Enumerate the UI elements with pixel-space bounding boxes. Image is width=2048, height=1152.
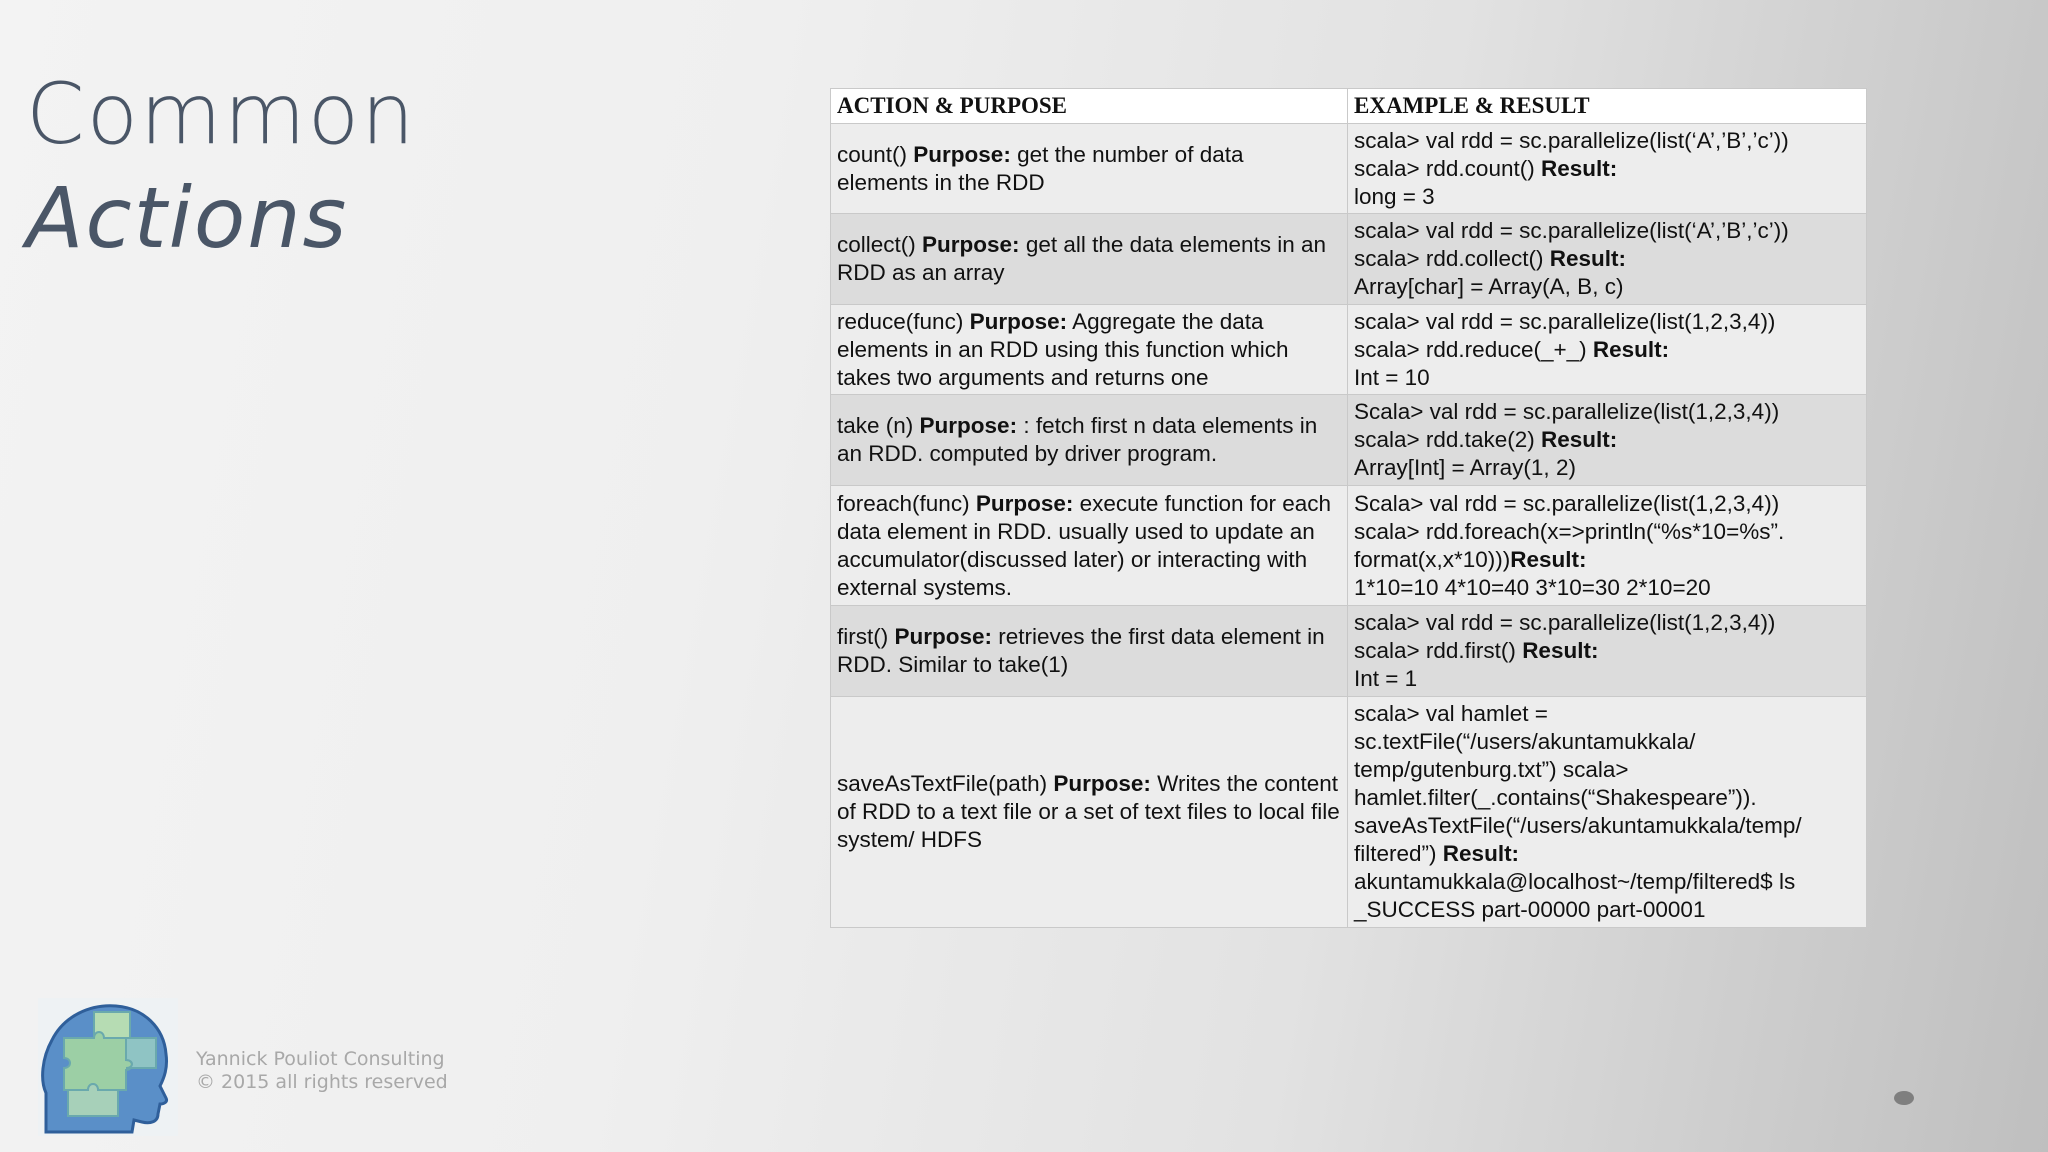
table-row bbox=[831, 305, 1867, 395]
example-line bbox=[1354, 426, 1860, 454]
table-row bbox=[831, 214, 1867, 305]
table-row bbox=[831, 606, 1867, 697]
example-line bbox=[1354, 868, 1860, 896]
purpose-label: Purpose: bbox=[975, 490, 1074, 516]
example-code: scala> val hamlet = bbox=[1354, 701, 1548, 726]
example-code: filtered”) bbox=[1354, 841, 1437, 866]
example-line bbox=[1354, 518, 1860, 546]
purpose-text: : fetch first n data elements in an RDD. computed by driver program. bbox=[837, 413, 1318, 466]
purpose-label: Purpose: bbox=[919, 413, 1018, 438]
example-line bbox=[1354, 245, 1860, 273]
example-line bbox=[1354, 364, 1860, 392]
purpose-text: get all the data elements in an RDD as an array bbox=[837, 232, 1327, 285]
table-row bbox=[831, 395, 1867, 486]
purpose-label: Purpose: bbox=[913, 141, 1011, 167]
example-code: 1*10=10 4*10=40 3*10=30 2*10=20 bbox=[1354, 574, 1711, 600]
purpose-text: get the number of data elements in the RDD bbox=[837, 141, 1244, 195]
example-code: Array[char] = Array(A, B, c) bbox=[1354, 274, 1624, 299]
action-name: first() bbox=[837, 624, 889, 649]
example-code: hamlet.filter(_.contains(“Shakespeare”)). bbox=[1354, 785, 1757, 810]
example-line bbox=[1354, 574, 1860, 602]
puzzle-head-logo-icon bbox=[38, 998, 178, 1136]
example-code: saveAsTextFile(“/users/akuntamukkala/temp/ bbox=[1354, 813, 1802, 838]
example-line bbox=[1354, 454, 1860, 482]
example-code: Scala> val rdd = sc.parallelize(list(1,2,3,4)) bbox=[1354, 399, 1780, 424]
result-label: Result: bbox=[1540, 155, 1618, 181]
example-code: Int = 1 bbox=[1354, 666, 1418, 691]
result-label: Result: bbox=[1522, 638, 1599, 663]
purpose-text: Writes the content of RDD to a text file or a set of text files to local file system/ HDFS bbox=[837, 771, 1340, 852]
action-name: take (n) bbox=[837, 413, 914, 438]
table-header-row bbox=[831, 89, 1867, 124]
title-line-2: Actions bbox=[26, 169, 349, 267]
example-result-cell bbox=[1348, 214, 1867, 305]
action-purpose-cell bbox=[831, 697, 1348, 928]
result-label: Result: bbox=[1442, 841, 1520, 866]
example-line bbox=[1354, 784, 1860, 812]
purpose-label: Purpose: bbox=[1053, 771, 1151, 796]
purpose-text: retrieves the first data element in RDD. Similar to take(1) bbox=[837, 624, 1325, 677]
example-line bbox=[1354, 273, 1860, 301]
example-line bbox=[1354, 546, 1860, 574]
example-result-cell bbox=[1348, 486, 1867, 606]
example-code: scala> val rdd = sc.parallelize(list(‘A’,’B’,’c’)) bbox=[1354, 127, 1789, 153]
title-line-1: Common bbox=[26, 65, 417, 163]
page-indicator-dot bbox=[1894, 1091, 1914, 1105]
table-body bbox=[831, 124, 1867, 928]
example-line bbox=[1354, 155, 1860, 183]
action-purpose-cell bbox=[831, 214, 1348, 305]
example-code: scala> rdd.reduce(_+_) bbox=[1354, 336, 1587, 362]
example-line bbox=[1354, 665, 1860, 693]
example-result-cell bbox=[1348, 305, 1867, 395]
result-label: Result: bbox=[1510, 546, 1587, 572]
action-name: saveAsTextFile(path) bbox=[837, 771, 1048, 796]
footer-copyright: © 2015 all rights reserved bbox=[196, 1071, 448, 1093]
action-name: count() bbox=[837, 141, 908, 167]
purpose-text: execute function for each data element in RDD. usually used to update an accumulator(discussed later) or interacting with external systems. bbox=[837, 490, 1332, 600]
example-code: akuntamukkala@localhost~/temp/filtered$ ls bbox=[1354, 869, 1796, 894]
example-result-cell bbox=[1348, 606, 1867, 697]
example-result-cell bbox=[1348, 697, 1867, 928]
example-line bbox=[1354, 896, 1860, 924]
example-code: scala> val rdd = sc.parallelize(list(1,2,3,4)) bbox=[1354, 308, 1776, 334]
example-code: sc.textFile(“/users/akuntamukkala/ bbox=[1354, 729, 1696, 754]
example-code: scala> rdd.collect() bbox=[1354, 246, 1544, 271]
action-name: collect() bbox=[837, 232, 916, 257]
example-code: Int = 10 bbox=[1354, 364, 1430, 390]
result-label: Result: bbox=[1592, 336, 1670, 362]
result-label: Result: bbox=[1540, 427, 1618, 452]
example-line bbox=[1354, 812, 1860, 840]
example-code: scala> rdd.take(2) bbox=[1354, 427, 1535, 452]
example-code: scala> rdd.foreach(x=>println(“%s*10=%s”. bbox=[1354, 518, 1785, 544]
action-purpose-cell bbox=[831, 486, 1348, 606]
example-code: temp/gutenburg.txt”) scala> bbox=[1354, 757, 1629, 782]
example-line bbox=[1354, 756, 1860, 784]
example-code: scala> rdd.count() bbox=[1354, 155, 1535, 181]
example-line bbox=[1354, 700, 1860, 728]
result-label: Result: bbox=[1549, 246, 1626, 271]
example-line bbox=[1354, 183, 1860, 211]
example-code: _SUCCESS part-00000 part-00001 bbox=[1354, 897, 1706, 922]
actions-table bbox=[830, 88, 1867, 928]
footer bbox=[196, 1048, 448, 1094]
example-code: scala> val rdd = sc.parallelize(list(1,2,3,4)) bbox=[1354, 610, 1776, 635]
purpose-text: Aggregate the data elements in an RDD using this function which takes two arguments and returns one bbox=[837, 308, 1289, 390]
table-row bbox=[831, 697, 1867, 928]
header-example-result: EXAMPLE & RESULT bbox=[1348, 89, 1867, 124]
example-code: long = 3 bbox=[1354, 183, 1435, 209]
example-code: format(x,x*10))) bbox=[1354, 546, 1511, 572]
example-result-cell bbox=[1348, 395, 1867, 486]
example-line bbox=[1354, 637, 1860, 665]
example-line bbox=[1354, 217, 1860, 245]
action-purpose-cell bbox=[831, 124, 1348, 214]
header-action-purpose: ACTION & PURPOSE bbox=[831, 89, 1348, 124]
example-code: Scala> val rdd = sc.parallelize(list(1,2,3,4)) bbox=[1354, 490, 1780, 516]
footer-company: Yannick Pouliot Consulting bbox=[196, 1048, 445, 1070]
example-code: scala> rdd.first() bbox=[1354, 638, 1516, 663]
example-line bbox=[1354, 609, 1860, 637]
action-purpose-cell bbox=[831, 395, 1348, 486]
example-line bbox=[1354, 840, 1860, 868]
action-name: foreach(func) bbox=[837, 490, 970, 516]
example-code: scala> val rdd = sc.parallelize(list(‘A’,’B’,’c’)) bbox=[1354, 218, 1789, 243]
action-purpose-cell bbox=[831, 305, 1348, 395]
example-line bbox=[1354, 308, 1860, 336]
example-line bbox=[1354, 490, 1860, 518]
example-line bbox=[1354, 127, 1860, 155]
table-row bbox=[831, 124, 1867, 214]
purpose-label: Purpose: bbox=[969, 308, 1068, 334]
action-name: reduce(func) bbox=[837, 308, 964, 334]
example-result-cell bbox=[1348, 124, 1867, 214]
purpose-label: Purpose: bbox=[922, 232, 1020, 257]
example-code: Array[Int] = Array(1, 2) bbox=[1354, 455, 1576, 480]
example-line bbox=[1354, 336, 1860, 364]
example-line bbox=[1354, 728, 1860, 756]
purpose-label: Purpose: bbox=[894, 624, 993, 649]
action-purpose-cell bbox=[831, 606, 1348, 697]
table-row bbox=[831, 486, 1867, 606]
slide-title bbox=[26, 62, 416, 270]
example-line bbox=[1354, 398, 1860, 426]
